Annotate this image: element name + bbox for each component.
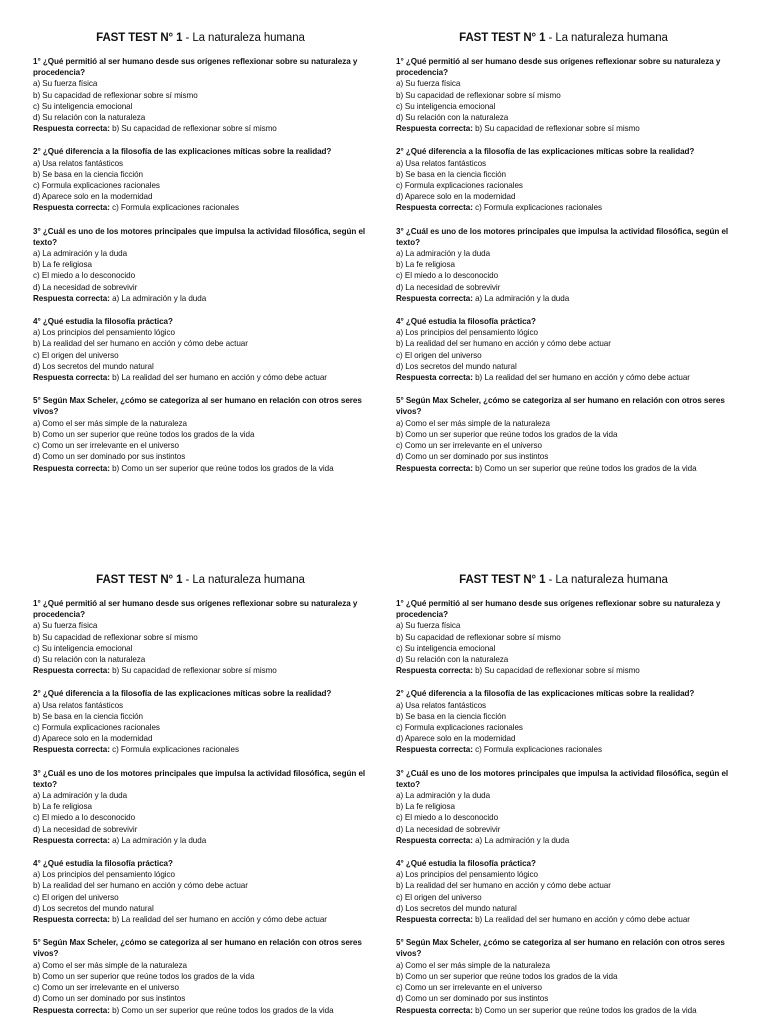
answer-option: d) Aparece solo en la modernidad <box>33 734 153 744</box>
answer-option: b) Se basa en la ciencia ficción <box>33 169 143 179</box>
test-title-number: FAST TEST N° 1 <box>459 574 546 586</box>
question-text: 5° Según Max Scheler, ¿cómo se categoriza al ser humano en relación con otros seres vivos? <box>396 396 725 417</box>
correct-answer <box>33 914 368 925</box>
question-text: 2° ¿Qué diferencia a la filosofía de las explicaciones míticas sobre la realidad? <box>33 147 332 157</box>
test-title-topic: - La naturaleza humana <box>545 32 668 44</box>
question-text: 5° Según Max Scheler, ¿cómo se categoriza al ser humano en relación con otros seres vivos? <box>396 938 725 959</box>
answer-option: b) Su capacidad de reflexionar sobre sí mismo <box>396 632 561 642</box>
correct-answer-value: b) La realidad del ser humano en acción y cómo debe actuar <box>472 915 690 925</box>
answer-option: b) La fe religiosa <box>396 802 455 812</box>
answer-option: a) La admiración y la duda <box>396 791 491 801</box>
question-text: 1° ¿Qué permitió al ser humano desde sus orígenes reflexionar sobre su naturaleza y procedencia? <box>33 57 358 78</box>
question-text: 4° ¿Qué estudia la filosofía práctica? <box>396 317 536 327</box>
answer-option: c) Su inteligencia emocional <box>33 643 133 653</box>
answer-option: d) Como un ser dominado por sus instintos <box>396 994 549 1004</box>
correct-answer-value: c) Formula explicaciones racionales <box>472 203 602 213</box>
answer-option: d) Su relación con la naturaleza <box>396 655 509 665</box>
correct-answer-label: Respuesta correcta: <box>33 203 110 213</box>
answer-option: c) Formula explicaciones racionales <box>396 181 523 191</box>
correct-answer-label: Respuesta correcta: <box>396 745 473 755</box>
question-text: 3° ¿Cuál es uno de los motores principales que impulsa la actividad filosófica, según el texto? <box>396 226 729 247</box>
correct-answer <box>396 463 731 474</box>
correct-answer <box>33 744 368 755</box>
correct-answer <box>33 463 368 474</box>
correct-answer <box>396 914 731 925</box>
correct-answer-label: Respuesta correcta: <box>396 915 473 925</box>
question-4 <box>396 316 731 383</box>
question-text: 4° ¿Qué estudia la filosofía práctica? <box>33 859 173 869</box>
answer-option: d) Su relación con la naturaleza <box>396 113 509 123</box>
question-text: 2° ¿Qué diferencia a la filosofía de las explicaciones míticas sobre la realidad? <box>396 689 695 699</box>
question-3 <box>33 226 368 304</box>
question-3 <box>396 768 731 846</box>
answer-option: b) Su capacidad de reflexionar sobre sí mismo <box>396 90 561 100</box>
correct-answer-value: a) La admiración y la duda <box>472 293 570 303</box>
correct-answer <box>33 372 368 383</box>
answer-option: c) El origen del universo <box>33 892 119 902</box>
answer-option: b) La realidad del ser humano en acción y cómo debe actuar <box>33 881 248 891</box>
correct-answer <box>396 835 731 846</box>
answer-option: a) Los principios del pensamiento lógico <box>33 870 175 880</box>
answer-option: c) Su inteligencia emocional <box>396 643 496 653</box>
question-4 <box>33 316 368 383</box>
answer-option: b) La fe religiosa <box>33 802 92 812</box>
answer-option: b) Como un ser superior que reúne todos los grados de la vida <box>33 971 255 981</box>
correct-answer <box>33 665 368 676</box>
question-2 <box>33 146 368 213</box>
correct-answer-value: c) Formula explicaciones racionales <box>109 745 239 755</box>
question-text: 3° ¿Cuál es uno de los motores principales que impulsa la actividad filosófica, según el texto? <box>33 226 366 247</box>
answer-option: c) Formula explicaciones racionales <box>33 723 160 733</box>
answer-option: b) La realidad del ser humano en acción y cómo debe actuar <box>396 881 611 891</box>
answer-option: d) Aparece solo en la modernidad <box>33 192 153 202</box>
correct-answer-value: c) Formula explicaciones racionales <box>109 203 239 213</box>
correct-answer-label: Respuesta correcta: <box>33 915 110 925</box>
answer-option: c) El miedo a lo desconocido <box>396 271 499 281</box>
answer-option: b) Su capacidad de reflexionar sobre sí mismo <box>33 90 198 100</box>
answer-option: d) Su relación con la naturaleza <box>33 113 146 123</box>
test-title <box>396 574 731 586</box>
correct-answer <box>396 202 731 213</box>
question-text: 4° ¿Qué estudia la filosofía práctica? <box>33 317 173 327</box>
question-4 <box>33 858 368 925</box>
answer-option: a) Como el ser más simple de la naturaleza <box>33 960 187 970</box>
correct-answer <box>396 744 731 755</box>
answer-option: a) Los principios del pensamiento lógico <box>396 328 538 338</box>
question-list <box>396 598 731 1016</box>
answer-option: d) La necesidad de sobrevivir <box>396 824 501 834</box>
test-copy-top-left <box>33 32 368 486</box>
correct-answer-label: Respuesta correcta: <box>396 293 473 303</box>
answer-option: c) El origen del universo <box>396 892 482 902</box>
answer-option: d) Como un ser dominado por sus instintos <box>33 452 186 462</box>
correct-answer-label: Respuesta correcta: <box>396 666 473 676</box>
question-list <box>33 598 368 1016</box>
question-1 <box>33 598 368 676</box>
correct-answer-value: a) La admiración y la duda <box>109 293 207 303</box>
question-3 <box>396 226 731 304</box>
question-text: 5° Según Max Scheler, ¿cómo se categoriza al ser humano en relación con otros seres vivos? <box>33 938 362 959</box>
answer-option: d) Los secretos del mundo natural <box>33 361 154 371</box>
test-title <box>33 574 368 586</box>
question-list <box>33 56 368 474</box>
answer-option: b) Se basa en la ciencia ficción <box>33 711 143 721</box>
answer-option: d) Los secretos del mundo natural <box>396 361 517 371</box>
answer-option: b) Como un ser superior que reúne todos los grados de la vida <box>396 971 618 981</box>
question-2 <box>396 146 731 213</box>
correct-answer <box>396 123 731 134</box>
test-title-number: FAST TEST N° 1 <box>96 574 183 586</box>
test-copy-bottom-right <box>396 574 731 1028</box>
correct-answer-label: Respuesta correcta: <box>396 835 473 845</box>
answer-option: d) La necesidad de sobrevivir <box>33 824 138 834</box>
correct-answer-label: Respuesta correcta: <box>396 373 473 383</box>
answer-option: b) La fe religiosa <box>33 260 92 270</box>
test-title <box>396 32 731 44</box>
correct-answer-label: Respuesta correcta: <box>33 745 110 755</box>
question-5 <box>33 937 368 1015</box>
correct-answer-value: b) Su capacidad de reflexionar sobre sí mismo <box>472 124 640 134</box>
question-text: 3° ¿Cuál es uno de los motores principales que impulsa la actividad filosófica, según el texto? <box>396 768 729 789</box>
answer-option: c) El miedo a lo desconocido <box>396 813 499 823</box>
question-text: 2° ¿Qué diferencia a la filosofía de las explicaciones míticas sobre la realidad? <box>396 147 695 157</box>
correct-answer-label: Respuesta correcta: <box>33 666 110 676</box>
answer-option: c) El miedo a lo desconocido <box>33 271 136 281</box>
question-text: 1° ¿Qué permitió al ser humano desde sus orígenes reflexionar sobre su naturaleza y procedencia? <box>396 57 721 78</box>
question-1 <box>396 56 731 134</box>
correct-answer-value: b) Como un ser superior que reúne todos los grados de la vida <box>109 1005 334 1015</box>
correct-answer-value: b) Como un ser superior que reúne todos los grados de la vida <box>472 1005 697 1015</box>
correct-answer <box>33 1005 368 1016</box>
answer-option: a) Como el ser más simple de la naturaleza <box>33 418 187 428</box>
correct-answer-value: b) La realidad del ser humano en acción y cómo debe actuar <box>109 373 327 383</box>
correct-answer-label: Respuesta correcta: <box>33 373 110 383</box>
answer-option: a) Su fuerza física <box>396 621 461 631</box>
answer-option: a) Su fuerza física <box>33 621 98 631</box>
answer-option: a) Usa relatos fantásticos <box>396 700 487 710</box>
answer-option: a) Los principios del pensamiento lógico <box>396 870 538 880</box>
correct-answer-value: c) Formula explicaciones racionales <box>472 745 602 755</box>
answer-option: a) Usa relatos fantásticos <box>33 700 124 710</box>
test-title-topic: - La naturaleza humana <box>182 32 305 44</box>
question-3 <box>33 768 368 846</box>
answer-option: c) Como un ser irrelevante en el universo <box>396 441 542 451</box>
correct-answer-value: b) La realidad del ser humano en acción y cómo debe actuar <box>109 915 327 925</box>
correct-answer-value: a) La admiración y la duda <box>472 835 570 845</box>
correct-answer-label: Respuesta correcta: <box>33 1005 110 1015</box>
answer-option: c) Su inteligencia emocional <box>33 101 133 111</box>
correct-answer <box>33 835 368 846</box>
answer-option: a) La admiración y la duda <box>33 791 128 801</box>
correct-answer-label: Respuesta correcta: <box>396 463 473 473</box>
answer-option: d) Como un ser dominado por sus instintos <box>33 994 186 1004</box>
answer-option: d) La necesidad de sobrevivir <box>396 282 501 292</box>
test-copy-top-right <box>396 32 731 486</box>
answer-option: b) Se basa en la ciencia ficción <box>396 169 506 179</box>
correct-answer-value: b) Como un ser superior que reúne todos los grados de la vida <box>109 463 334 473</box>
correct-answer-label: Respuesta correcta: <box>396 203 473 213</box>
answer-option: c) El miedo a lo desconocido <box>33 813 136 823</box>
question-5 <box>396 937 731 1015</box>
question-2 <box>33 688 368 755</box>
correct-answer <box>33 293 368 304</box>
answer-option: a) Su fuerza física <box>33 79 98 89</box>
correct-answer <box>396 665 731 676</box>
answer-option: d) Su relación con la naturaleza <box>33 655 146 665</box>
question-text: 2° ¿Qué diferencia a la filosofía de las explicaciones míticas sobre la realidad? <box>33 689 332 699</box>
correct-answer <box>33 123 368 134</box>
correct-answer-label: Respuesta correcta: <box>396 124 473 134</box>
test-title <box>33 32 368 44</box>
question-5 <box>396 395 731 473</box>
answer-option: d) Como un ser dominado por sus instintos <box>396 452 549 462</box>
test-title-number: FAST TEST N° 1 <box>459 32 546 44</box>
answer-option: c) Formula explicaciones racionales <box>396 723 523 733</box>
answer-option: b) Se basa en la ciencia ficción <box>396 711 506 721</box>
answer-option: d) Aparece solo en la modernidad <box>396 734 516 744</box>
answer-option: d) Los secretos del mundo natural <box>396 903 517 913</box>
answer-option: c) El origen del universo <box>396 350 482 360</box>
correct-answer <box>33 202 368 213</box>
correct-answer-value: b) Su capacidad de reflexionar sobre sí mismo <box>109 666 277 676</box>
answer-option: d) La necesidad de sobrevivir <box>33 282 138 292</box>
answer-option: c) Su inteligencia emocional <box>396 101 496 111</box>
answer-option: b) Como un ser superior que reúne todos los grados de la vida <box>396 429 618 439</box>
answer-option: b) La realidad del ser humano en acción y cómo debe actuar <box>33 339 248 349</box>
answer-option: d) Aparece solo en la modernidad <box>396 192 516 202</box>
test-title-topic: - La naturaleza humana <box>545 574 668 586</box>
correct-answer-label: Respuesta correcta: <box>33 463 110 473</box>
answer-option: d) Los secretos del mundo natural <box>33 903 154 913</box>
correct-answer <box>396 372 731 383</box>
correct-answer-label: Respuesta correcta: <box>33 293 110 303</box>
correct-answer <box>396 1005 731 1016</box>
correct-answer-value: a) La admiración y la duda <box>109 835 207 845</box>
test-title-number: FAST TEST N° 1 <box>96 32 183 44</box>
correct-answer-value: b) Su capacidad de reflexionar sobre sí mismo <box>472 666 640 676</box>
question-4 <box>396 858 731 925</box>
question-1 <box>396 598 731 676</box>
question-text: 1° ¿Qué permitió al ser humano desde sus orígenes reflexionar sobre su naturaleza y procedencia? <box>396 599 721 620</box>
correct-answer-value: b) Su capacidad de reflexionar sobre sí mismo <box>109 124 277 134</box>
test-copy-bottom-left <box>33 574 368 1028</box>
answer-option: c) Formula explicaciones racionales <box>33 181 160 191</box>
question-text: 4° ¿Qué estudia la filosofía práctica? <box>396 859 536 869</box>
answer-option: a) Su fuerza física <box>396 79 461 89</box>
answer-option: b) Su capacidad de reflexionar sobre sí mismo <box>33 632 198 642</box>
answer-option: b) La realidad del ser humano en acción y cómo debe actuar <box>396 339 611 349</box>
answer-option: c) Como un ser irrelevante en el universo <box>396 983 542 993</box>
answer-option: a) Como el ser más simple de la naturaleza <box>396 418 550 428</box>
question-text: 1° ¿Qué permitió al ser humano desde sus orígenes reflexionar sobre su naturaleza y procedencia? <box>33 599 358 620</box>
correct-answer <box>396 293 731 304</box>
answer-option: a) La admiración y la duda <box>396 249 491 259</box>
question-text: 3° ¿Cuál es uno de los motores principales que impulsa la actividad filosófica, según el texto? <box>33 768 366 789</box>
answer-option: c) Como un ser irrelevante en el universo <box>33 983 179 993</box>
answer-option: b) La fe religiosa <box>396 260 455 270</box>
correct-answer-label: Respuesta correcta: <box>33 124 110 134</box>
question-2 <box>396 688 731 755</box>
answer-option: b) Como un ser superior que reúne todos los grados de la vida <box>33 429 255 439</box>
correct-answer-label: Respuesta correcta: <box>33 835 110 845</box>
correct-answer-value: b) Como un ser superior que reúne todos los grados de la vida <box>472 463 697 473</box>
answer-option: a) Los principios del pensamiento lógico <box>33 328 175 338</box>
answer-option: a) Usa relatos fantásticos <box>396 158 487 168</box>
correct-answer-value: b) La realidad del ser humano en acción y cómo debe actuar <box>472 373 690 383</box>
question-5 <box>33 395 368 473</box>
question-1 <box>33 56 368 134</box>
question-list <box>396 56 731 474</box>
answer-option: c) El origen del universo <box>33 350 119 360</box>
test-title-topic: - La naturaleza humana <box>182 574 305 586</box>
question-text: 5° Según Max Scheler, ¿cómo se categoriza al ser humano en relación con otros seres vivos? <box>33 396 362 417</box>
correct-answer-label: Respuesta correcta: <box>396 1005 473 1015</box>
answer-option: a) La admiración y la duda <box>33 249 128 259</box>
answer-option: a) Como el ser más simple de la naturaleza <box>396 960 550 970</box>
answer-option: a) Usa relatos fantásticos <box>33 158 124 168</box>
answer-option: c) Como un ser irrelevante en el universo <box>33 441 179 451</box>
